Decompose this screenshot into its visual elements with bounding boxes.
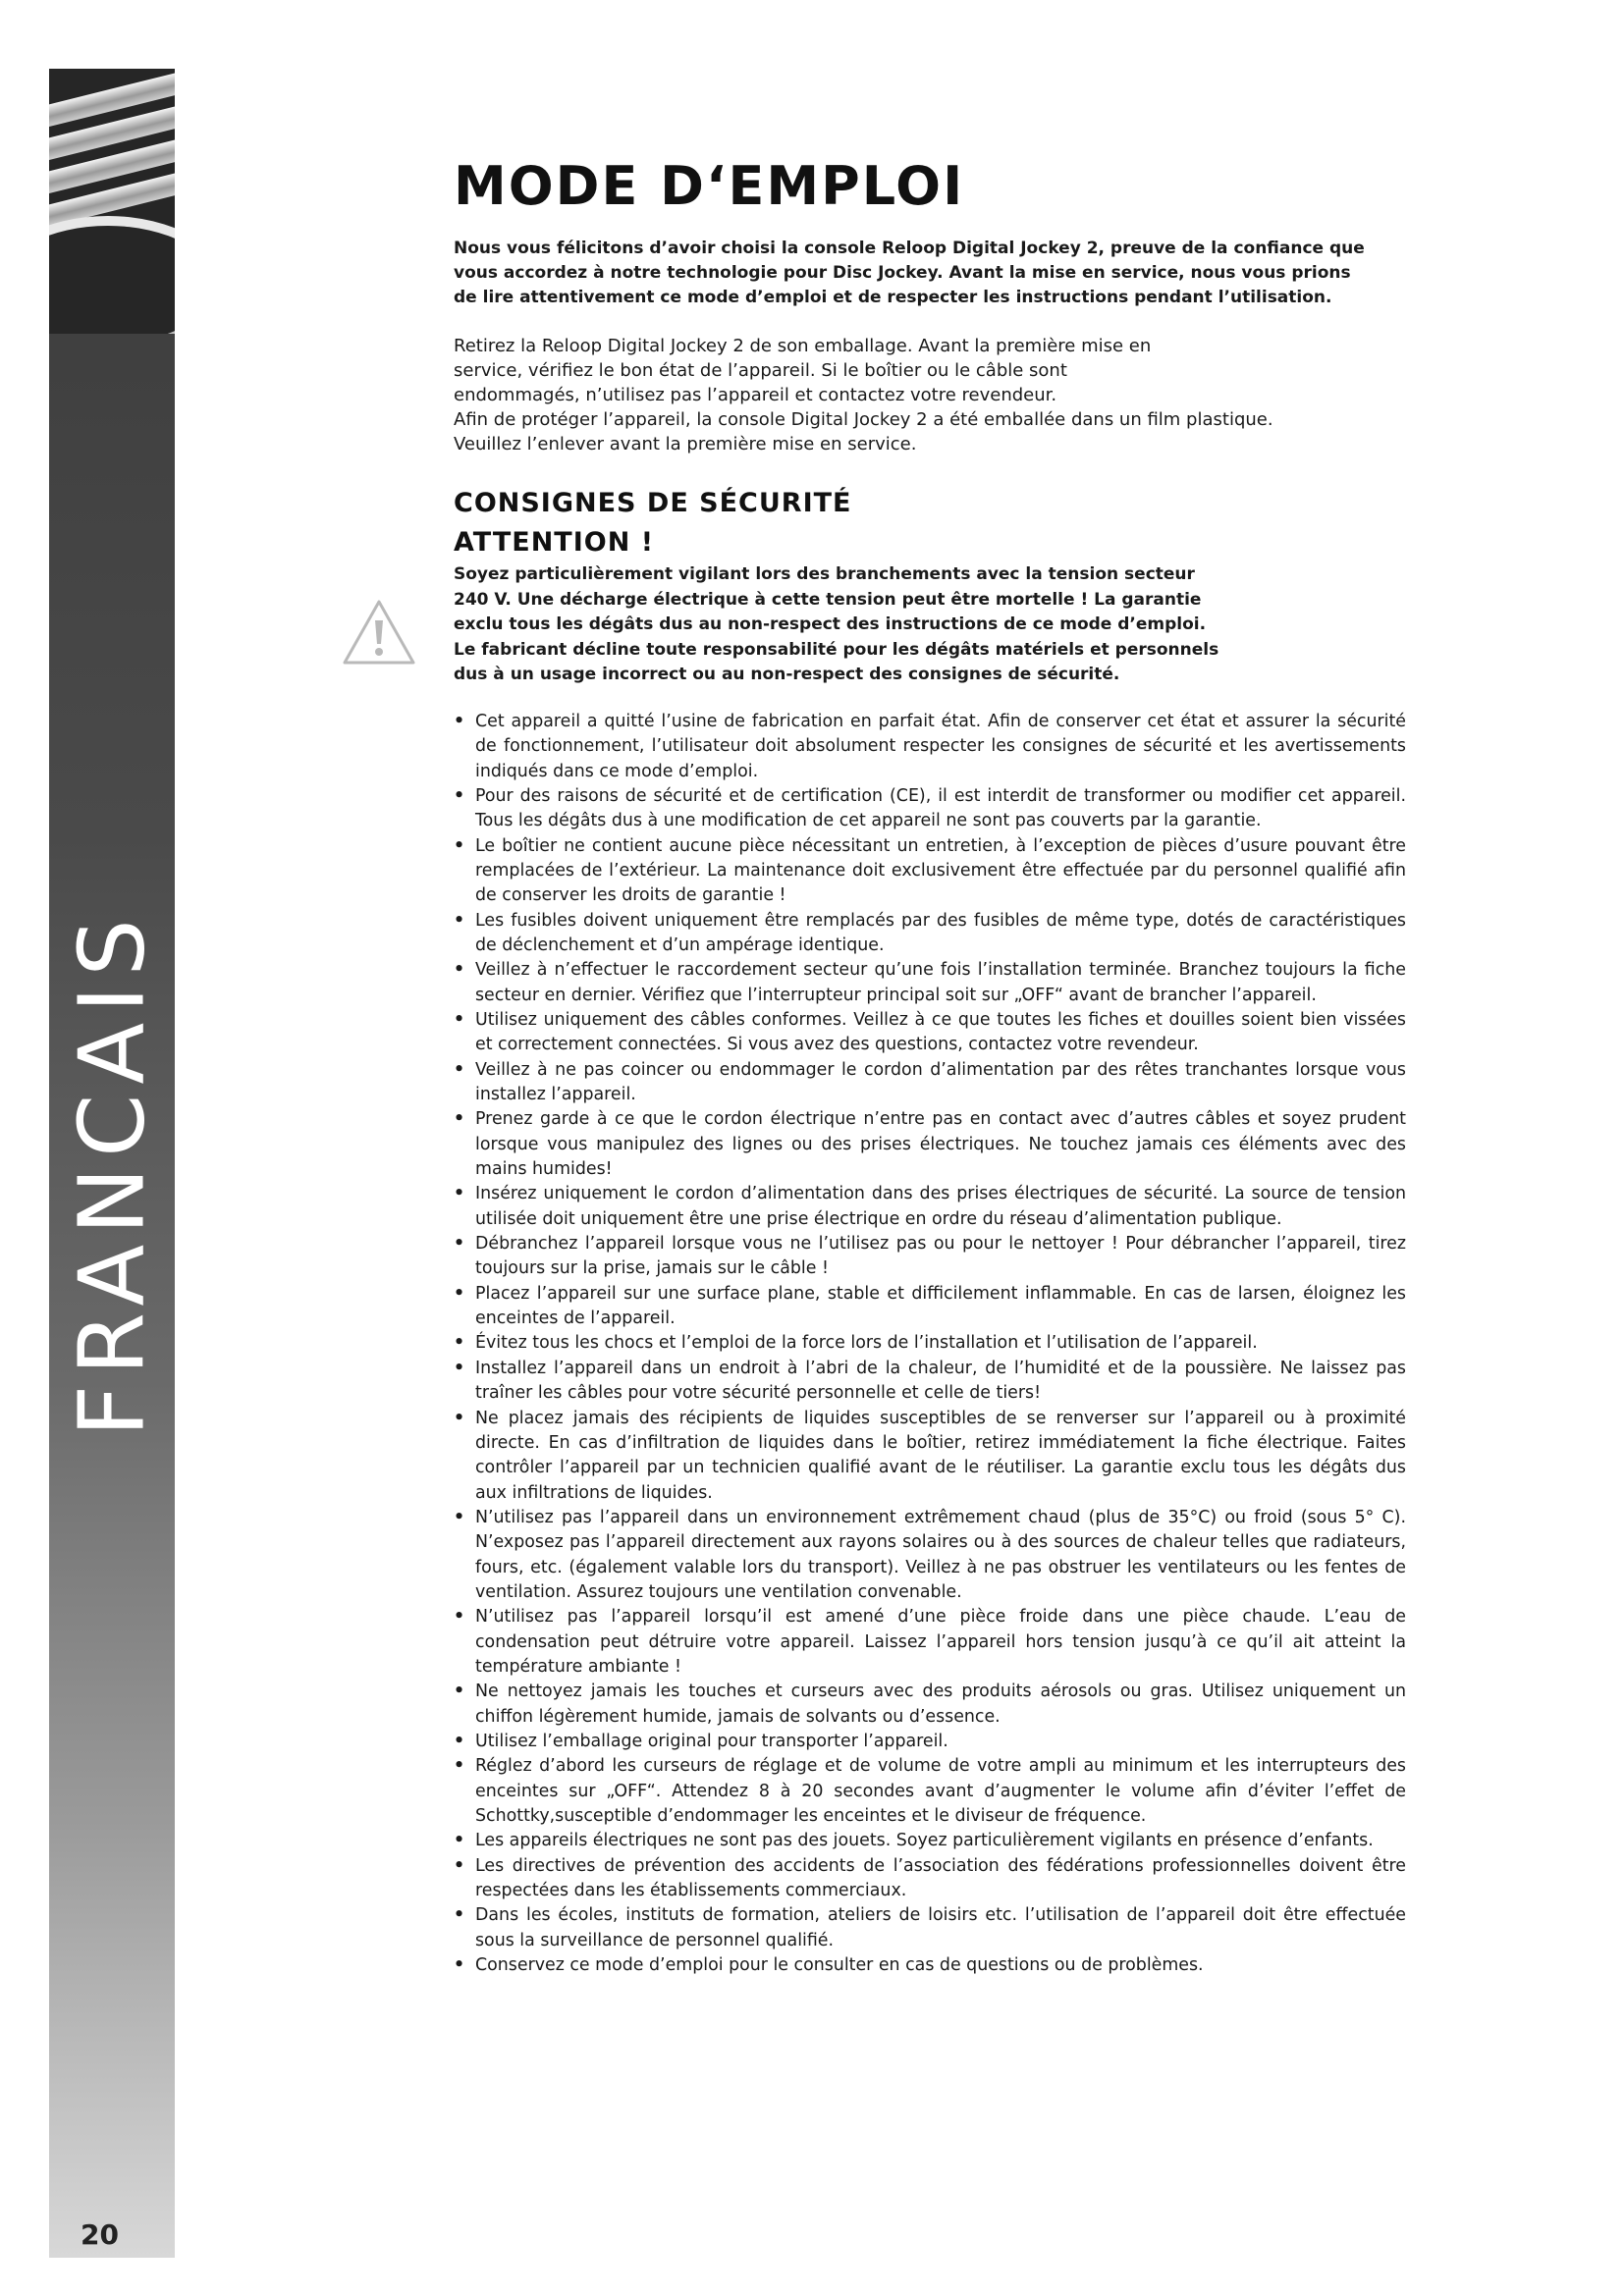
list-item: • Cet appareil a quitté l’usine de fabrication en parfait état. Afin de conserver cet état et assurer la sécurité de fonctionnement, l’utilisateur doit absolument respecter les consignes de sécurité et les avertissements indiqués dans ce mode d’emploi. <box>454 710 1406 784</box>
attention-paragraph: Soyez particulièrement vigilant lors des branchements avec la tension secteur 240 V. Une décharge électrique à cette tension peut être mortelle ! La garantie exclu tous les dégâts dus au non-respect des instructions de ce mode d’emploi. Le fabricant décline toute responsabilité pour les dégâts matériels et personnels dus à un usage incorrect ou au non-respect des consignes de sécurité. <box>454 564 1219 685</box>
intro-line: Veuillez l’enlever avant la première mise en service. <box>454 434 917 455</box>
list-item: • Utilisez uniquement des câbles conformes. Veillez à ce que toutes les fiches et douilles soient bien vissées et correctement connectées. Si vous avez des questions, contactez votre revendeur. <box>454 1008 1406 1058</box>
language-label: FRANCAIS <box>59 909 165 1437</box>
list-item: • Les directives de prévention des accidents de l’association des fédérations professionnelles doivent être respectées dans les établissements commerciaux. <box>454 1854 1406 1904</box>
list-item: • Ne nettoyez jamais les touches et curseurs avec des produits aérosols ou gras. Utilisez uniquement un chiffon légèrement humide, jamais de solvants ou d’essence. <box>454 1680 1406 1730</box>
list-item: • Utilisez l’emballage original pour transporter l’appareil. <box>454 1730 1406 1754</box>
safety-section-title: CONSIGNES DE SÉCURITÉ <box>454 488 852 519</box>
intro-line: Retirez la Reloop Digital Jockey 2 de son emballage. Avant la première mise en <box>454 336 1152 357</box>
attention-title: ATTENTION ! <box>454 527 655 559</box>
sidebar-band <box>49 69 175 2258</box>
intro-line: endommagés, n’utilisez pas l’appareil et contactez votre revendeur. <box>454 385 1057 406</box>
safety-instructions-list <box>454 710 1406 1979</box>
intro-line: Afin de protéger l’appareil, la console Digital Jockey 2 a été emballée dans un film plastique. <box>454 409 1273 431</box>
list-item: • Le boîtier ne contient aucune pièce nécessitant un entretien, à l’exception de pièces d’usure pouvant être remplacées de l’extérieur. La maintenance doit exclusivement être effectuée par du personnel qualifié afin de conserver les droits de garantie ! <box>454 834 1406 909</box>
list-item: • Ne placez jamais des récipients de liquides susceptibles de se renverser sur l’appareil ou à proximité directe. En cas d’infiltration de liquides dans le boîtier, retirez immédiatement la fiche électrique. Faites contrôler l’appareil par un technicien qualifié avant de le réutiliser. La garantie exclu tous les dégâts dus aux infiltrations de liquides. <box>454 1407 1406 1506</box>
intro-line: service, vérifiez le bon état de l’appareil. Si le boîtier ou le câble sont <box>454 360 1067 382</box>
list-item: • Pour des raisons de sécurité et de certification (CE), il est interdit de transformer ou modifier cet appareil. Tous les dégâts dus à une modification de cet appareil ne sont pas couverts par la garantie. <box>454 784 1406 834</box>
list-item: • Prenez garde à ce que le cordon électrique n’entre pas en contact avec d’autres câbles et soyez prudent lorsque vous manipulez des lignes ou des prises électriques. Ne touchez jamais ces éléments avec des mains humides! <box>454 1107 1406 1182</box>
list-item: • Évitez tous les chocs et l’emploi de la force lors de l’installation et l’utilisation de l’appareil. <box>454 1331 1406 1356</box>
list-item: • Placez l’appareil sur une surface plane, stable et difficilement inflammable. En cas de larsen, éloignez les enceintes de l’appareil. <box>454 1282 1406 1332</box>
list-item: • N’utilisez pas l’appareil dans un environnement extrêmement chaud (plus de 35°C) ou froid (sous 5° C). N’exposez pas l’appareil directement aux rayons solaires ou à des sources de chaleur telles que radiateurs, fours, etc. (également valable lors du transport). Veillez à ne pas obstruer les ventilateurs ou les fentes de ventilation. Assurez toujours une ventilation convenable. <box>454 1506 1406 1605</box>
page-title: MODE D‘EMPLOI <box>454 155 965 217</box>
list-item: • Les appareils électriques ne sont pas des jouets. Soyez particulièrement vigilants en présence d’enfants. <box>454 1829 1406 1853</box>
list-item: • Dans les écoles, instituts de formation, ateliers de loisirs etc. l’utilisation de l’appareil doit être effectuée sous la surveillance de personnel qualifié. <box>454 1903 1406 1953</box>
list-item: • Veillez à n’effectuer le raccordement secteur qu’une fois l’installation terminée. Branchez toujours la fiche secteur en dernier. Vérifiez que l’interrupteur principal soit sur „OFF“ avant de brancher l’appareil. <box>454 958 1406 1008</box>
decorative-graphic <box>49 69 175 334</box>
intro-paragraph <box>454 334 1377 456</box>
list-item: • Insérez uniquement le cordon d’alimentation dans des prises électriques de sécurité. La source de tension utilisée doit uniquement être une prise électrique en ordre du réseau d’alimentation publique. <box>454 1182 1406 1232</box>
list-item: • Réglez d’abord les curseurs de réglage et de volume de votre ampli au minimum et les interrupteurs des enceintes sur „OFF“. Attendez 8 à 20 secondes avant d’augmenter le volume afin d’éviter l’effet de Schottky,susceptible d’endommager les enceintes et le diviseur de fréquence. <box>454 1754 1406 1829</box>
list-item: • Débranchez l’appareil lorsque vous ne l’utilisez pas ou pour le nettoyer ! Pour débrancher l’appareil, tirez toujours sur la prise, jamais sur le câble ! <box>454 1232 1406 1282</box>
list-item: • N’utilisez pas l’appareil lorsqu’il est amené d’une pièce froide dans une pièce chaude. L’eau de condensation peut détruire votre appareil. Laissez l’appareil hors tension jusqu’à ce qu’il ait atteint la température ambiante ! <box>454 1605 1406 1680</box>
list-item: • Installez l’appareil dans un endroit à l’abri de la chaleur, de l’humidité et de la poussière. Ne laissez pas traîner les câbles pour votre sécurité personnelle et celle de tiers! <box>454 1357 1406 1407</box>
intro-bold-paragraph: Nous vous félicitons d’avoir choisi la console Reloop Digital Jockey 2, preuve de la confiance que vous accordez à notre technologie pour Disc Jockey. Avant la mise en service, nous vous prions de lire attentivement ce mode d’emploi et de respecter les instructions pendant l’utilisation. <box>454 239 1365 308</box>
page-number: 20 <box>81 2218 119 2251</box>
warning-triangle-icon <box>342 599 416 666</box>
main-content <box>454 157 1406 1978</box>
list-item: • Les fusibles doivent uniquement être remplacés par des fusibles de même type, dotés de caractéristiques de déclenchement et d’un ampérage identique. <box>454 909 1406 959</box>
list-item: • Veillez à ne pas coincer ou endommager le cordon d’alimentation par des rêtes tranchantes lorsque vous installez l’appareil. <box>454 1058 1406 1108</box>
list-item: • Conservez ce mode d’emploi pour le consulter en cas de questions ou de problèmes. <box>454 1953 1406 1978</box>
